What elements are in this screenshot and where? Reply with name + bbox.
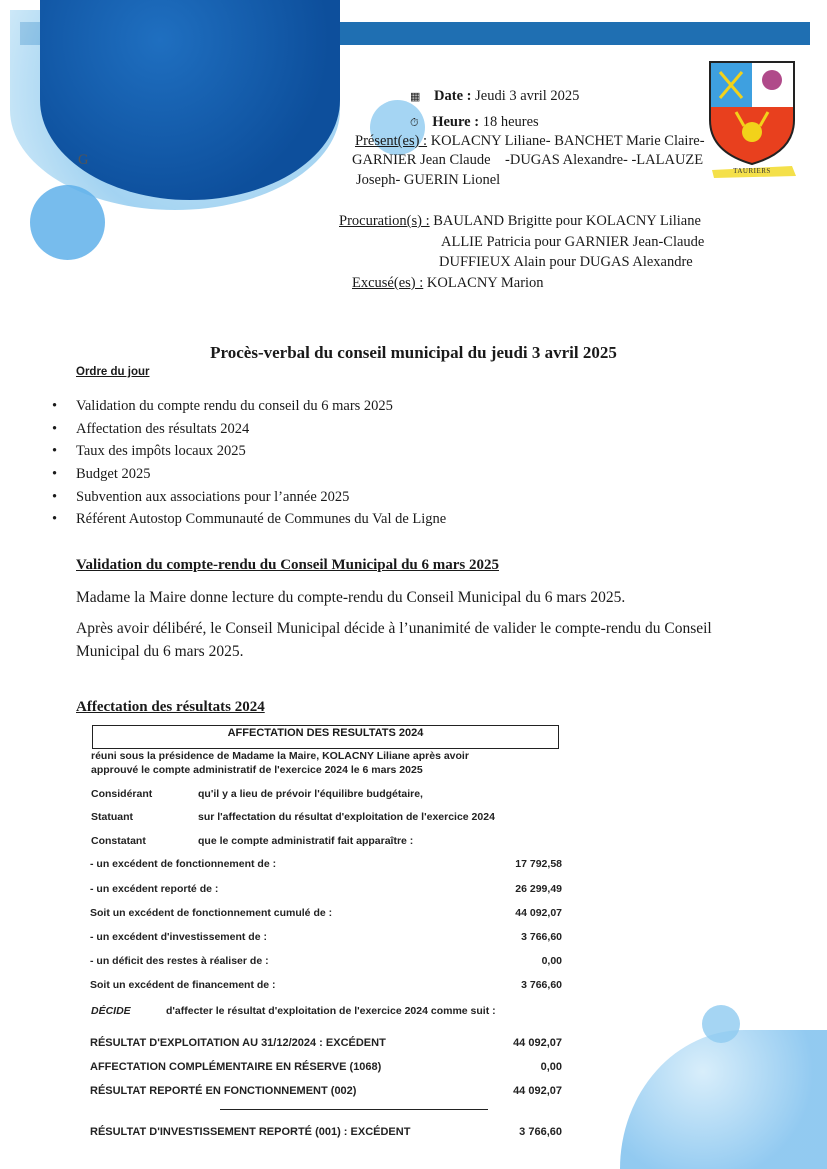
proxy-label: Procuration(s) : [339, 213, 430, 229]
decor-circle [620, 1030, 827, 1169]
time-value: 18 heures [482, 114, 539, 130]
amount-row: Soit un excédent de financement de : 3 766,60 [90, 979, 562, 991]
proxy-line: DUFFIEUX Alain pour DUGAS Alexandre [439, 254, 693, 270]
agenda-item: • Affectation des résultats 2024 [52, 421, 446, 444]
calendar-icon: ▦ [410, 91, 421, 103]
excused-value: KOLACNY Marion [426, 275, 544, 291]
clause-key: Statuant [91, 811, 133, 823]
present-line: Joseph- GUERIN Lionel [356, 172, 501, 188]
present-label: Présent(es) : [355, 133, 428, 149]
results-box-title: AFFECTATION DES RESULTATS 2024 [92, 725, 559, 749]
present-line: KOLACNY Liliane- BANCHET Marie Claire- [430, 133, 705, 149]
agenda-item: • Taux des impôts locaux 2025 [52, 443, 446, 466]
amount-row: - un excédent reporté de : 26 299,49 [90, 883, 562, 895]
date-label: Date : [434, 88, 472, 104]
paragraph: Après avoir délibéré, le Conseil Municipal décide à l’unanimité de valider le compte-rendu du Conseil Municipal du 6 mars 2025. [76, 620, 712, 660]
page-title: Procès-verbal du conseil municipal du jeudi 3 avril 2025 [210, 343, 617, 362]
proxy-line: ALLIE Patricia pour GARNIER Jean-Claude [441, 234, 705, 250]
decide-text: d'affecter le résultat d'exploitation de l'exercice 2024 comme suit : [166, 1005, 496, 1017]
decor-circle [30, 185, 105, 260]
clock-icon: ⏱ [410, 117, 419, 129]
proxy-line: BAULAND Brigitte pour KOLACNY Liliane [433, 213, 701, 229]
decide-label: DÉCIDE [91, 1005, 131, 1017]
agenda-item: • Validation du compte rendu du conseil du 6 mars 2025 [52, 398, 446, 421]
clause-key: Considérant [91, 788, 153, 800]
municipal-crest-logo [706, 60, 798, 180]
agenda-item: • Budget 2025 [52, 466, 446, 489]
divider [220, 1109, 488, 1110]
intro-line: réuni sous la présidence de Madame la Maire, KOLACNY Liliane après avoir [91, 750, 469, 762]
clause-key: Constatant [91, 835, 146, 847]
agenda-item: • Subvention aux associations pour l’année 2025 [52, 489, 446, 512]
decor-circle [702, 1005, 740, 1043]
time-label: Heure : [432, 114, 480, 130]
amount-row: Soit un excédent de fonctionnement cumulé de : 44 092,07 [90, 907, 562, 919]
result-row: RÉSULTAT REPORTÉ EN FONCTIONNEMENT (002) 44 092,07 [90, 1085, 562, 1097]
present-line: GARNIER Jean Claude -DUGAS Alexandre- -LALAUZE [352, 152, 704, 168]
paragraph: Madame la Maire donne lecture du compte-rendu du Conseil Municipal du 6 mars 2025. [76, 589, 626, 606]
margin-letter: G [78, 152, 89, 168]
result-row: AFFECTATION COMPLÉMENTAIRE EN RÉSERVE (1068) 0,00 [90, 1061, 562, 1073]
clause-text: qu'il y a lieu de prévoir l'équilibre budgétaire, [198, 788, 423, 800]
result-row: RÉSULTAT D'EXPLOITATION AU 31/12/2024 : EXCÉDENT 44 092,07 [90, 1037, 562, 1049]
clause-text: que le compte administratif fait apparaître : [198, 835, 414, 847]
clause-text: sur l'affectation du résultat d'exploitation de l'exercice 2024 [198, 811, 495, 823]
section-heading: Validation du compte-rendu du Conseil Municipal du 6 mars 2025 [76, 557, 499, 573]
date-value: Jeudi 3 avril 2025 [475, 88, 580, 104]
result-row: RÉSULTAT D'INVESTISSEMENT REPORTÉ (001) : EXCÉDENT 3 766,60 [90, 1126, 562, 1138]
agenda-heading: Ordre du jour [76, 366, 150, 378]
amount-row: - un excédent d'investissement de : 3 766,60 [90, 931, 562, 943]
agenda-list [52, 398, 446, 534]
excused-label: Excusé(es) : [352, 275, 424, 291]
decor-circle-dark [40, 0, 340, 200]
amount-row: - un déficit des restes à réaliser de : 0,00 [90, 955, 562, 967]
agenda-item: • Référent Autostop Communauté de Communes du Val de Ligne [52, 511, 446, 534]
section-heading: Affectation des résultats 2024 [76, 699, 265, 715]
amount-row: - un excédent de fonctionnement de : 17 792,58 [90, 858, 562, 870]
intro-line: approuvé le compte administratif de l'exercice 2024 le 6 mars 2025 [91, 764, 423, 776]
crest-banner-text: TAURIERS [733, 167, 771, 175]
